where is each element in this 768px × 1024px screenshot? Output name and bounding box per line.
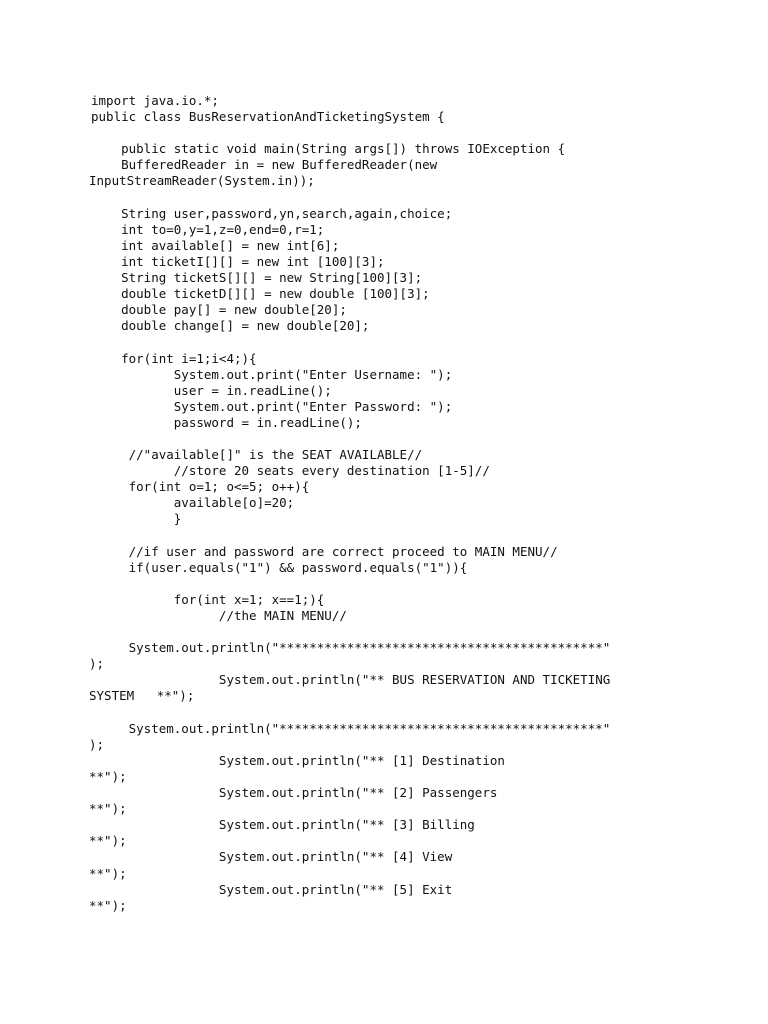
code-line: for(int i=1;i<4;){ (91, 350, 257, 366)
code-line: **"); (89, 833, 127, 849)
code-line: System.out.println("*******************************************" (91, 640, 611, 656)
code-line (91, 190, 610, 206)
code-line: ); (89, 736, 105, 752)
code-line: System.out.println("*******************************************" (91, 720, 611, 736)
code-line: **"); (89, 865, 127, 881)
code-line (91, 431, 610, 447)
code-line: System.out.println("** [1] Destination (91, 752, 505, 768)
code-line: available[o]=20; (91, 495, 295, 511)
code-line: public static void main(String args[]) throws IOException { (91, 141, 566, 157)
code-line: //store 20 seats every destination [1-5]// (91, 463, 490, 479)
code-line (91, 334, 610, 350)
code-line: //the MAIN MENU// (91, 608, 347, 623)
code-line: for(int o=1; o<=5; o++){ (91, 479, 310, 495)
code-line: System.out.println("** [3] Billing (91, 817, 475, 833)
code-line: System.out.println("** [5] Exit (91, 881, 453, 897)
code-line: **"); (89, 801, 127, 817)
code-line: System.out.print("Enter Password: "); (91, 398, 453, 414)
code-line: System.out.println("** [2] Passengers (91, 785, 498, 801)
code-line: user = in.readLine(); (91, 382, 332, 398)
code-line: } (91, 511, 182, 527)
code-line: System.out.println("** BUS RESERVATION AND TICKETING (91, 672, 611, 688)
code-line (91, 125, 610, 141)
code-line: **"); (89, 768, 127, 784)
code-line (91, 705, 610, 721)
code-line: import java.io.*; (91, 93, 219, 108)
code-line: double ticketD[][] = new double [100][3]; (91, 286, 430, 302)
code-line: String user,password,yn,search,again,choice; (91, 205, 453, 221)
code-line: //if user and password are correct proceed to MAIN MENU// (91, 543, 558, 559)
code-line (91, 528, 610, 544)
source-code-listing (91, 93, 610, 914)
code-line: password = in.readLine(); (91, 414, 362, 430)
code-line (91, 624, 610, 640)
code-line: **"); (89, 897, 127, 913)
code-line: //"available[]" is the SEAT AVAILABLE// (91, 447, 423, 463)
code-line: SYSTEM **"); (89, 688, 195, 704)
code-line: System.out.print("Enter Username: "); (91, 366, 453, 382)
code-line: double pay[] = new double[20]; (91, 302, 347, 318)
code-line: BufferedReader in = new BufferedReader(new (91, 157, 438, 173)
code-line (91, 576, 610, 592)
code-line: ); (89, 656, 105, 672)
code-line: int available[] = new int[6]; (91, 237, 340, 253)
code-line: if(user.equals("1") && password.equals("1")){ (91, 559, 468, 575)
code-line: int ticketI[][] = new int [100][3]; (91, 253, 385, 269)
code-line: System.out.println("** [4] View (91, 849, 453, 865)
code-line: String ticketS[][] = new String[100][3]; (91, 270, 423, 286)
code-line: InputStreamReader(System.in)); (89, 173, 315, 189)
code-line: int to=0,y=1,z=0,end=0,r=1; (91, 221, 325, 237)
code-line: double change[] = new double[20]; (91, 318, 370, 334)
code-line: public class BusReservationAndTicketingSystem { (91, 109, 445, 125)
code-line: for(int x=1; x==1;){ (91, 591, 325, 607)
